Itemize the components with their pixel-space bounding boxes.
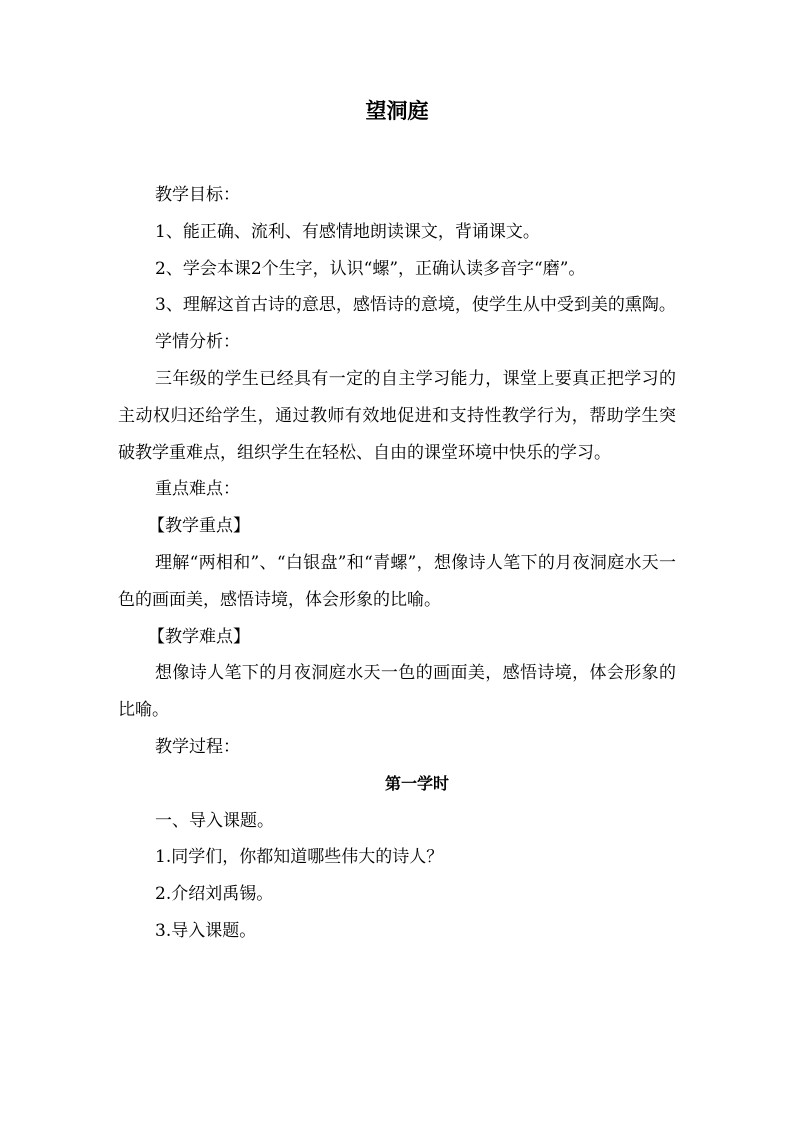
analysis-paragraph: 三年级的学生已经具有一定的自主学习能力，课堂上要真正把学习的主动权归还给学生，通过教师有效地促进和支持性教学行为，帮助学生突破教学重难点，组织学生在轻松、自由的课堂环境中快乐的学习。 xyxy=(118,368,676,463)
subheading-teaching-difficulty: 【教学难点】 xyxy=(148,626,250,647)
process-step: 1.同学们，你都知道哪些伟大的诗人？ xyxy=(155,847,444,868)
focus-paragraph: 理解“两相和”、“白银盘”和“青螺”，想像诗人笔下的月夜洞庭水天一色的画面美，感悟诗境，体会形象的比喻。 xyxy=(118,552,676,610)
process-step: 3.导入课题。 xyxy=(155,920,257,941)
document-title: 望洞庭 xyxy=(365,99,429,123)
objective-item: 1、能正确、流利、有感情地朗读课文，背诵课文。 xyxy=(155,221,540,242)
section-heading-objectives: 教学目标： xyxy=(155,185,240,205)
document-body xyxy=(118,177,676,950)
objective-item: 3、理解这首古诗的意思，感悟诗的意境，使学生从中受到美的熏陶。 xyxy=(155,295,676,316)
objective-item: 2、学会本课2个生字，认识“螺”，正确认读多音字“磨”。 xyxy=(155,258,586,279)
process-step: 2.介绍刘禹锡。 xyxy=(155,884,274,905)
lesson-period-heading: 第一学时 xyxy=(384,773,449,793)
difficulty-paragraph: 想像诗人笔下的月夜洞庭水天一色的画面美，感悟诗境，体会形象的比喻。 xyxy=(118,663,676,721)
subheading-teaching-focus: 【教学重点】 xyxy=(148,516,250,537)
section-heading-process: 教学过程： xyxy=(155,736,240,757)
process-step: 一、导入课题。 xyxy=(155,810,274,831)
section-heading-analysis: 学情分析： xyxy=(155,332,240,353)
section-heading-key-points: 重点难点： xyxy=(155,479,240,500)
